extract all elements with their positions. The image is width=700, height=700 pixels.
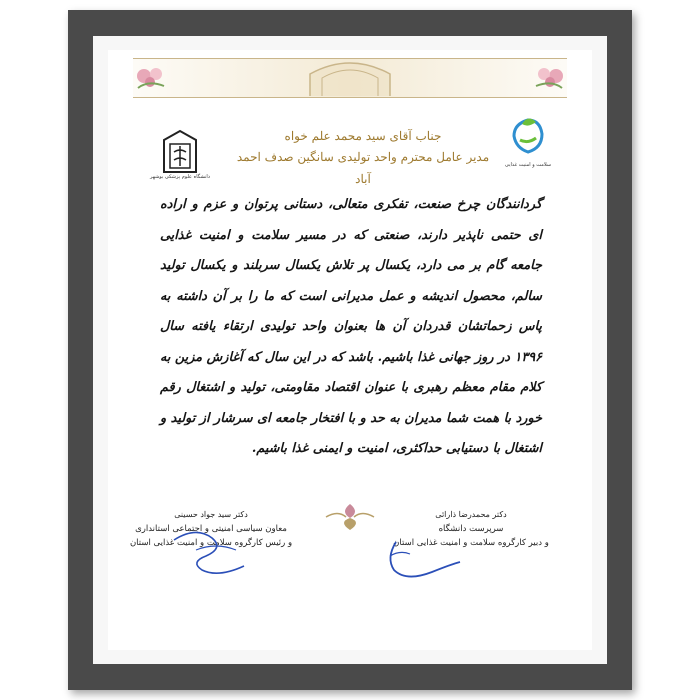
university-emblem-icon	[160, 128, 200, 176]
signatory-left-name: دکتر سید جواد حسینی	[174, 510, 248, 519]
signature-left-icon	[166, 520, 256, 580]
signatory-right-title-1: سرپرست دانشگاه	[438, 524, 504, 534]
divider-ornament-icon	[320, 500, 380, 534]
certificate-paper	[108, 50, 592, 650]
recipient-position: مدیر عامل محترم واحد تولیدی سانگین صدف احمد آباد	[236, 150, 490, 186]
university-emblem-caption: دانشگاه علوم پزشکی بوشهر	[150, 174, 210, 180]
signature-right-icon	[376, 532, 466, 586]
flower-ornament-right-icon	[532, 62, 566, 92]
food-safety-logo-icon	[506, 114, 550, 158]
signatory-left-title-1: معاون سیاسی امنیتی و اجتماعی استانداری	[135, 524, 287, 534]
signatory-right-name: دکتر محمدرضا ذارائی	[435, 510, 507, 519]
certificate-body-text: گردانندگان چرخ صنعت، تفکری متعالی، دستانی پرتوان و عزم و اراده ای حتمی ناپذیر دارند، صنعتی که در مسیر سلامت و امنیت غذایی جامعه گام بر می دارد، یکسال پر تلاش یکسال سربلند و یکسال تولید سالم، محصول اندیشه و عمل مدیرانی است که ما را بر آن داشته به پاس زحماتشان قدردان آن ها بعنوان واحد تولیدی ارتقاء یافته سال ۱۳۹۶ در روز جهانی غذا باشیم. باشد که در این سال که آغازش مزین به کلام مقام معظم رهبری با عنوان اقتصاد مقاومتی، تولید و اشتغال رقم خورد با همت شما مدیران به حد و با افتخار جامعه ای سرشار از تولید و اشتغال با دستیابی حداکثری، امنیت و ایمنی غذا باشیم.	[160, 197, 542, 456]
signatory-left-title-2: و رئیس کارگروه سلامت و امنیت غذایی استان	[129, 538, 293, 548]
food-safety-logo-caption: سلامت و امنیت غذایی	[504, 162, 552, 168]
arch-ornament-icon	[300, 58, 400, 96]
signatory-right-title-2: و دبیر کارگروه سلامت و امنیت غذایی استان	[393, 538, 549, 548]
flower-ornament-left-icon	[134, 62, 168, 92]
recipient-block	[228, 126, 498, 190]
recipient-name: جناب آقای سید محمد علم خواه	[284, 129, 442, 143]
